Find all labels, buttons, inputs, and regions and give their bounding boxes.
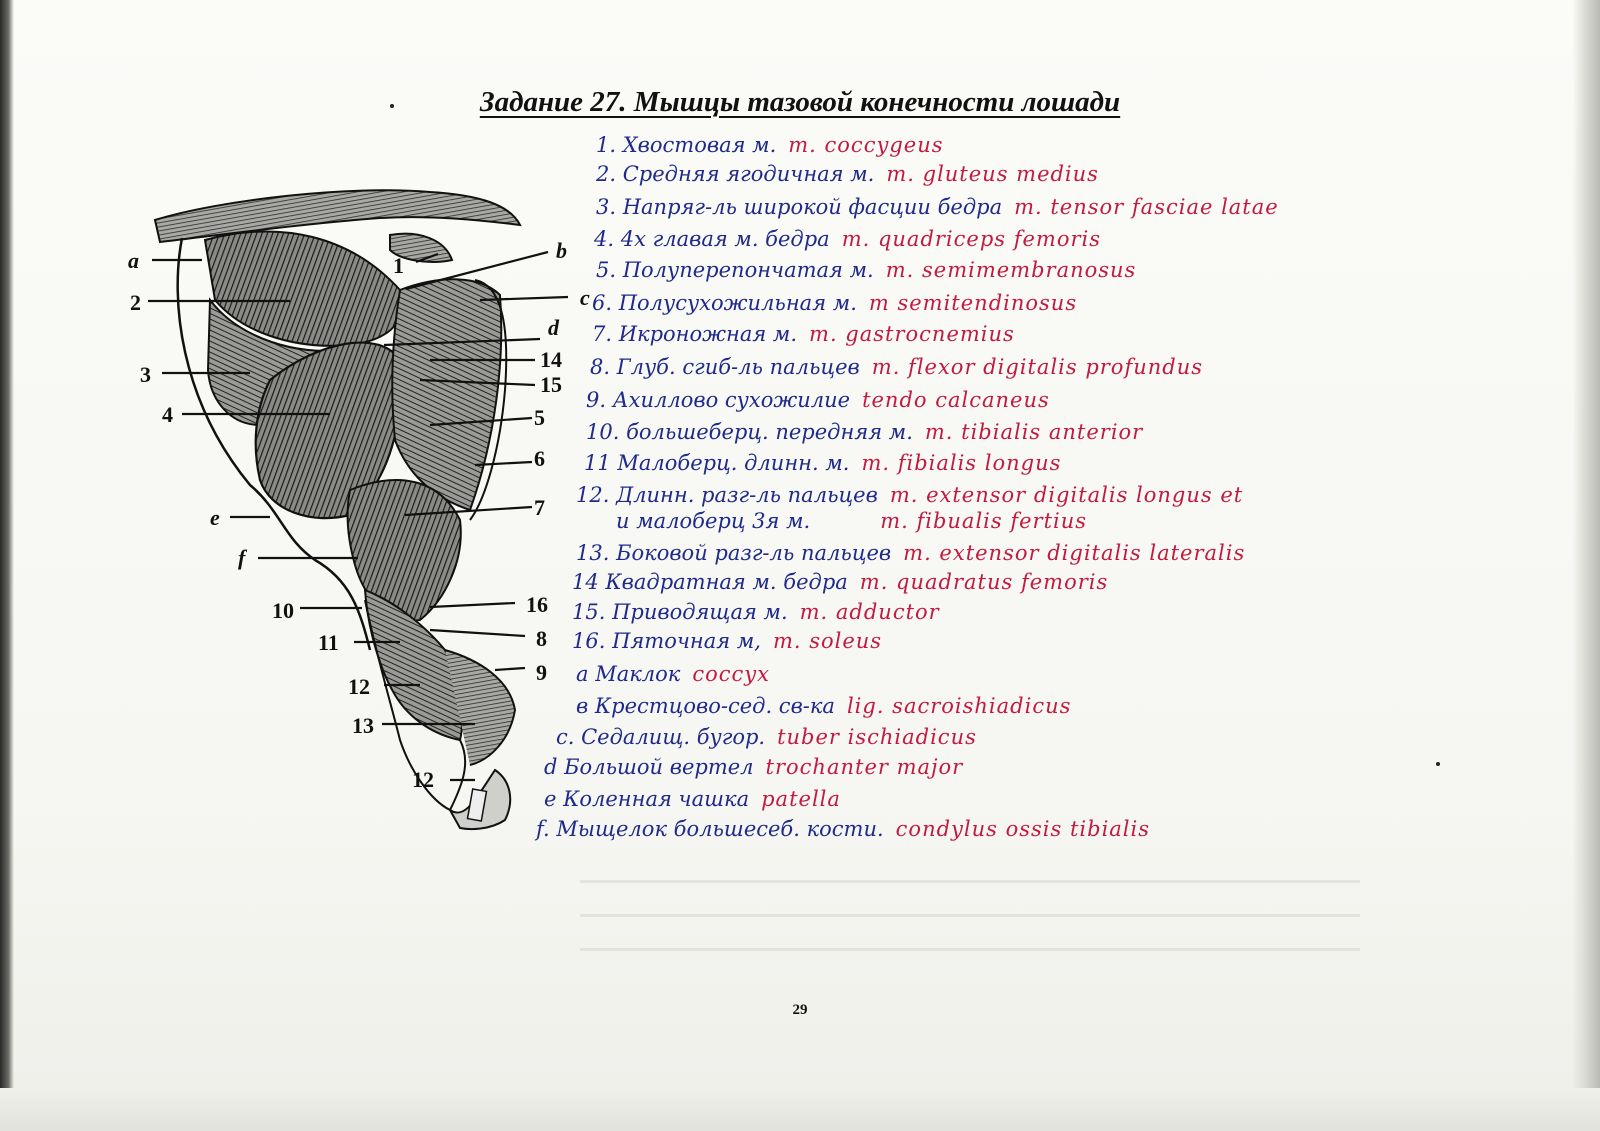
figure-label: b [556,238,567,263]
figure-label: e [210,505,220,530]
legend-row: 7. Икроножная м. m. gastrocnemius [592,322,1015,346]
figure-label: 16 [526,592,548,617]
legend-row: 14 Квадратная м. бедра m. quadratus femoris [572,570,1109,594]
muscle-illustration [100,180,600,860]
legend-row: 8. Глуб. сгиб-ль пальцев m. flexor digitalis profundus [590,355,1204,379]
figure-label: c [580,285,590,310]
legend-row: f. Мыщелок большесеб. кости. condylus ossis tibialis [536,817,1151,841]
figure-label: 13 [352,713,374,738]
speck [390,104,394,108]
figure-label: 14 [540,347,562,372]
figure-label: 12 [412,767,434,792]
figure-label: 7 [534,495,545,520]
figure-label: 11 [318,630,339,655]
legend-row: 16. Пяточная м, m. soleus [572,629,883,653]
legend-row: 10. большеберц. передняя м. m. tibialis anterior [586,420,1144,444]
figure-label: 2 [130,290,141,315]
page-title: Задание 27. Мышцы тазовой конечности лошади [479,86,1121,118]
figure-label: 15 [540,372,562,397]
legend-row: c. Седалищ. бугор. tuber ischiadicus [556,725,977,749]
scan-shadow-left [0,0,14,1131]
horse-hindlimb-muscle-figure [100,180,600,860]
figure-label: a [128,248,139,273]
figure-label: 3 [140,362,151,387]
figure-label: f [238,545,246,570]
scan-bottom-edge [0,1088,1600,1131]
legend-row: 12. Длинн. разг-ль пальцев m. extensor digitalis longus et [576,483,1244,507]
figure-label: 6 [534,446,545,471]
legend-row: 2. Средняя ягодичная м. m. gluteus medius [596,162,1099,186]
bleed-through-text [580,880,1360,980]
legend-row: 15. Приводящая м. m. adductor [572,600,940,624]
legend-row: 13. Боковой разг-ль пальцев m. extensor digitalis lateralis [576,541,1246,565]
legend-row: 5. Полуперепончатая м. m. semimembranosus [596,258,1137,282]
legend-row: d Большой вертел trochanter major [544,755,964,779]
legend-row: a Маклок coccyx [576,662,770,686]
figure-label: 5 [534,405,545,430]
page-number: 29 [792,1002,808,1018]
figure-label: 10 [272,598,294,623]
figure-label: 1 [393,253,404,278]
legend-row: и малоберц 3я м. m. fibualis fertius [616,509,1088,533]
figure-label: 12 [348,674,370,699]
legend-row: 11 Малоберц. длинн. м. m. fibialis longus [584,451,1062,475]
figure-label: 4 [162,402,173,427]
figure-label: 8 [536,626,547,651]
scan-shadow-right [1572,0,1600,1131]
figure-label: 9 [536,660,547,685]
legend-row: e Коленная чашка patella [544,787,841,811]
legend-row: 1. Хвостовая м. m. coccygeus [596,133,944,157]
legend-row: 4. 4х главая м. бедра m. quadriceps femoris [594,227,1102,251]
legend-row: 9. Ахиллово сухожилие tendo calcaneus [586,388,1050,412]
legend-row: 6. Полусухожильная м. m semitendinosus [592,291,1078,315]
speck [1436,762,1440,766]
legend-row: 3. Напряг-ль широкой фасции бедра m. tensor fasciae latae [596,195,1279,219]
legend-row: в Крестцово-сед. св-ка lig. sacroishiadicus [576,694,1072,718]
figure-label: d [548,315,559,340]
